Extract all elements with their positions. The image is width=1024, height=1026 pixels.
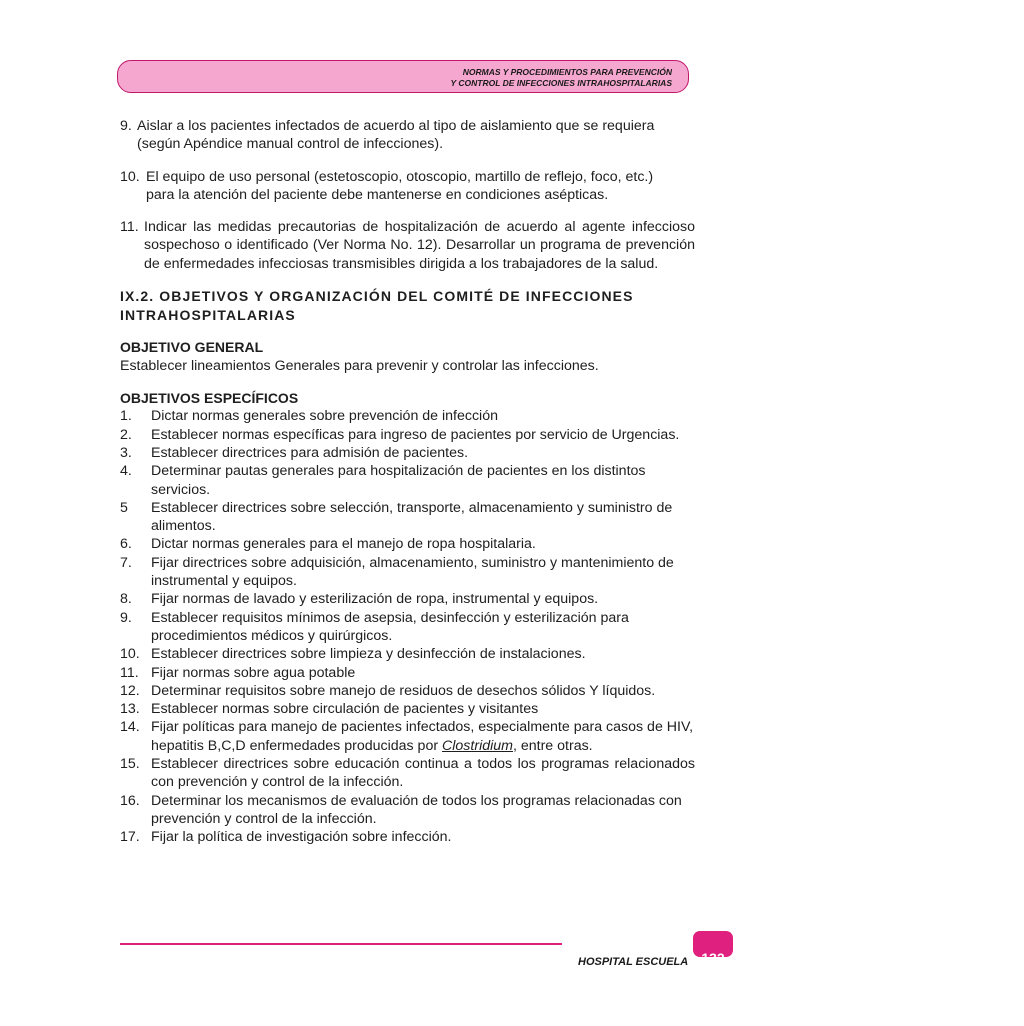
item-text-line: Aislar a los pacientes infectados de acuerdo al tipo de aislamiento que se requiera: [137, 118, 655, 134]
page-number-tab: [693, 931, 733, 966]
general-objective-heading: OBJETIVO GENERAL: [120, 339, 264, 356]
list-item: [120, 554, 695, 591]
list-item: [120, 499, 695, 536]
item-number: 10.: [120, 646, 140, 663]
item-number: 17.: [120, 829, 140, 846]
item-text-line: El equipo de uso personal (estetoscopio, otoscopio, martillo de reflejo, foco, etc.): [146, 168, 654, 185]
item-number: 15.: [120, 756, 140, 773]
item-text: Establecer directrices para admisión de pacientes.: [151, 444, 469, 461]
item-text: Fijar directrices sobre adquisición, almacenamiento, suministro y mantenimiento de instrumental y equipos.: [151, 554, 674, 590]
list-item: [120, 426, 695, 444]
running-header-line1: NORMAS Y PROCEDIMIENTOS PARA PREVENCIÓN: [462, 67, 672, 77]
item-text-part: Fijar políticas para manejo de pacientes infectados, especialmente para casos de HIV, hepatitis B,C,D enfermedades producidas por: [151, 719, 694, 754]
running-header: [451, 67, 673, 89]
item-text: Fijar normas de lavado y esterilización de ropa, instrumental y equipos.: [151, 591, 599, 608]
item-number: 11.: [120, 664, 139, 681]
item-number: 16.: [120, 792, 140, 809]
item-text: Determinar los mecanismos de evaluación de todos los programas relacionadas con prevención y control de la infección.: [151, 792, 682, 827]
page-content: [120, 117, 695, 847]
list-item: [120, 535, 695, 553]
list-item: [120, 462, 695, 499]
item-text: Determinar requisitos sobre manejo de residuos de desechos sólidos Y líquidos.: [151, 682, 656, 699]
item-number: 8.: [120, 591, 132, 608]
item-number: 6.: [120, 536, 132, 553]
item-number: 11.: [120, 219, 139, 236]
list-item: [120, 718, 695, 755]
item-text: Fijar la política de investigación sobre infección.: [151, 829, 452, 846]
item-text: Establecer normas específicas para ingreso de pacientes por servicio de Urgencias.: [151, 426, 680, 443]
section-title-line: IX.2. OBJETIVOS Y ORGANIZACIÓN DEL COMITÉ DE INFECCIONES: [120, 288, 634, 305]
item-text: Dictar normas generales para el manejo de ropa hospitalaria.: [151, 536, 536, 553]
general-objective-text: Establecer lineamientos Generales para prevenir y controlar las infecciones.: [120, 357, 599, 374]
item-text: Establecer directrices sobre educación continua a todos los programas relacionados con prevención y control de la infección.: [151, 756, 695, 791]
item-number: 4.: [120, 463, 132, 480]
running-header-line2: Y CONTROL DE INFECCIONES INTRAHOSPITALARIAS: [450, 78, 672, 88]
item-text: [137, 117, 695, 154]
list-item: [120, 755, 695, 792]
list-item: [120, 792, 695, 829]
list-item: [120, 664, 695, 682]
item-text: Indicar las medidas precautorias de hospitalización de acuerdo al agente infeccioso sospechoso o identificado (Ver Norma No. 12). Desarrollar un programa de prevención de enfermedades infecciosas transmisibles dirigida a los trabajadores de la salud.: [144, 219, 695, 272]
page-number: 132: [701, 950, 725, 966]
item-text: Establecer directrices sobre limpieza y desinfección de instalaciones.: [151, 646, 586, 663]
item-number: 9.: [120, 609, 132, 626]
item-text: [151, 718, 695, 755]
item-number: 3.: [120, 444, 132, 461]
item-text: Establecer normas sobre circulación de pacientes y visitantes: [151, 701, 539, 718]
item-number: 10.: [120, 168, 140, 185]
item-text: Establecer requisitos mínimos de asepsia, desinfección y esterilización para procedimientos médicos y quirúrgicos.: [151, 609, 629, 644]
list-item: [120, 828, 695, 846]
organism-name: Clostridium: [442, 737, 513, 754]
item-number: 5: [120, 499, 128, 516]
list-item: [120, 590, 695, 608]
item-number: 9.: [120, 118, 132, 134]
item-number: 12.: [120, 682, 140, 699]
footer-brand: HOSPITAL ESCUELA: [578, 956, 689, 968]
list-item: [120, 168, 695, 205]
section-title-line: INTRAHOSPITALARIAS: [120, 306, 296, 323]
section-title: [120, 287, 695, 324]
item-text: Fijar normas sobre agua potable: [151, 664, 356, 681]
specific-objectives-heading: OBJETIVOS ESPECÍFICOS: [120, 389, 299, 406]
list-item: [120, 609, 695, 646]
header-band: [117, 60, 689, 93]
item-text: Dictar normas generales sobre prevención de infección: [151, 408, 498, 425]
item-text: Determinar pautas generales para hospitalización de pacientes en los distintos servicios.: [151, 463, 646, 498]
list-item: [120, 117, 695, 154]
item-text-part: , entre otras.: [512, 737, 593, 754]
item-number: 13.: [120, 701, 140, 718]
list-item: [120, 407, 695, 425]
item-number: 14.: [120, 719, 140, 736]
list-item: [120, 700, 695, 718]
list-item: [120, 682, 695, 700]
item-text-line: para la atención del paciente debe mantenerse en condiciones asépticas.: [146, 186, 609, 203]
item-text: Establecer directrices sobre selección, transporte, almacenamiento y suministro de alimentos.: [151, 499, 673, 535]
list-item: [120, 444, 695, 462]
item-number: 1.: [120, 408, 132, 425]
list-item: [120, 218, 695, 273]
list-item: [120, 645, 695, 663]
item-text: [146, 168, 695, 205]
item-text-line: (según Apéndice manual control de infecciones).: [137, 136, 444, 153]
footer-divider: [120, 943, 562, 945]
item-number: 2.: [120, 426, 132, 443]
item-number: 7.: [120, 554, 132, 571]
